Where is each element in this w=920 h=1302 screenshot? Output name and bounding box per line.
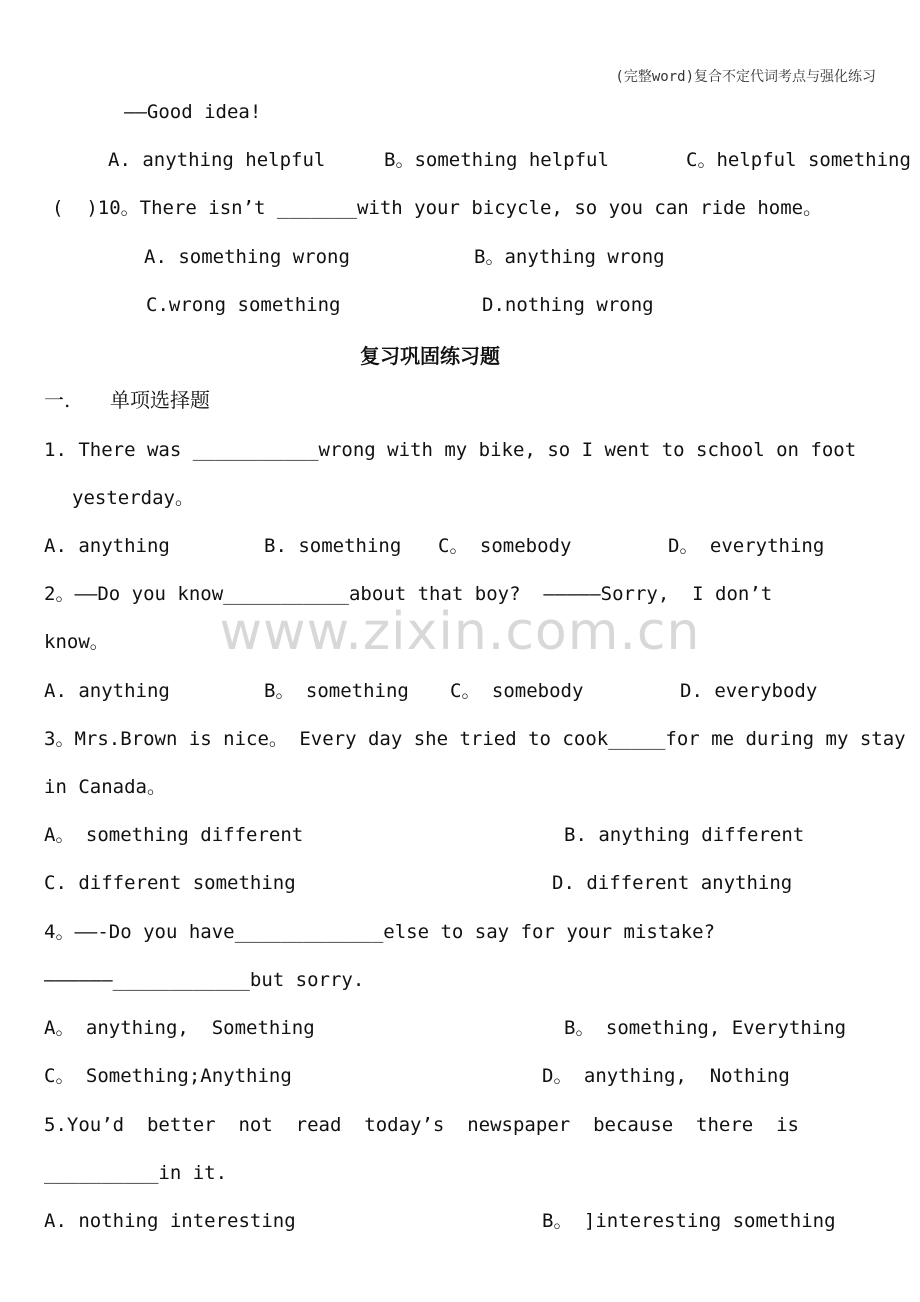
q2-stem: 2。——Do you know___________about that boy? ———–—Sorry, I don’t <box>44 583 773 605</box>
q2-option-b: B。 something <box>264 680 409 702</box>
q4-option-c: C。 Something;Anything <box>44 1065 292 1087</box>
q10-stem: ( )10。There isn’t _______with your bicycle, so you can ride home。 <box>52 197 823 219</box>
q3-option-a: A。 something different <box>44 824 304 846</box>
q5-option-b: B。 ]interesting something <box>542 1210 836 1232</box>
q3-option-d: D. different anything <box>552 872 793 894</box>
q9-option-a: A. anything helpful <box>108 149 326 171</box>
q5-option-a: A. nothing interesting <box>44 1210 296 1232</box>
q3-stem: 3。Mrs.Brown is nice。 Every day she tried to cook_____for me during my stay <box>44 728 906 750</box>
q2-option-a: A. anything <box>44 680 170 702</box>
q9-option-c: C。helpful something <box>686 149 911 171</box>
q2-option-c: C。 somebody <box>450 680 584 702</box>
q5-stem-cont: __________in it. <box>44 1162 228 1184</box>
q1-stem-cont: yesterday。 <box>72 487 194 509</box>
q4-option-d: D。 anything, Nothing <box>542 1065 790 1087</box>
q1-stem: 1. There was ___________wrong with my bike, so I went to school on foot <box>44 439 857 461</box>
section-label: 单项选择题 <box>110 388 210 412</box>
watermark: www.zixin.com.cn <box>219 602 701 662</box>
q2-option-d: D. everybody <box>680 680 818 702</box>
q1-option-c: C。 somebody <box>438 535 572 557</box>
exercise-title: 复习巩固练习题 <box>360 344 500 368</box>
q1-option-a: A. anything <box>44 535 170 557</box>
q4-option-a: A。 anything, Something <box>44 1017 315 1039</box>
q2-stem-cont: know。 <box>44 631 109 653</box>
section-number: 一. <box>44 388 71 412</box>
q1-option-d: D。 everything <box>668 535 825 557</box>
q3-option-b: B. anything different <box>564 824 805 846</box>
q9-option-b: B。something helpful <box>384 149 609 171</box>
dialog-reply: ——Good idea! <box>124 101 262 123</box>
q5-stem: 5.You’d better not read today’s newspaper because there is <box>44 1114 799 1136</box>
q4-stem-cont: ——————____________but sorry. <box>44 969 365 991</box>
q3-stem-cont: in Canada。 <box>44 776 166 798</box>
q3-option-c: C. different something <box>44 872 296 894</box>
page-header: (完整word)复合不定代词考点与强化练习 <box>615 69 876 85</box>
q10-option-c: C.wrong something <box>146 294 341 316</box>
q4-stem: 4。——-Do you have_____________else to say for your mistake? <box>44 921 716 943</box>
q10-option-a: A. something wrong <box>144 246 350 268</box>
q4-option-b: B。 something, Everything <box>564 1017 847 1039</box>
q10-option-d: D.nothing wrong <box>482 294 654 316</box>
q1-option-b: B. something <box>264 535 402 557</box>
q10-option-b: B。anything wrong <box>474 246 665 268</box>
